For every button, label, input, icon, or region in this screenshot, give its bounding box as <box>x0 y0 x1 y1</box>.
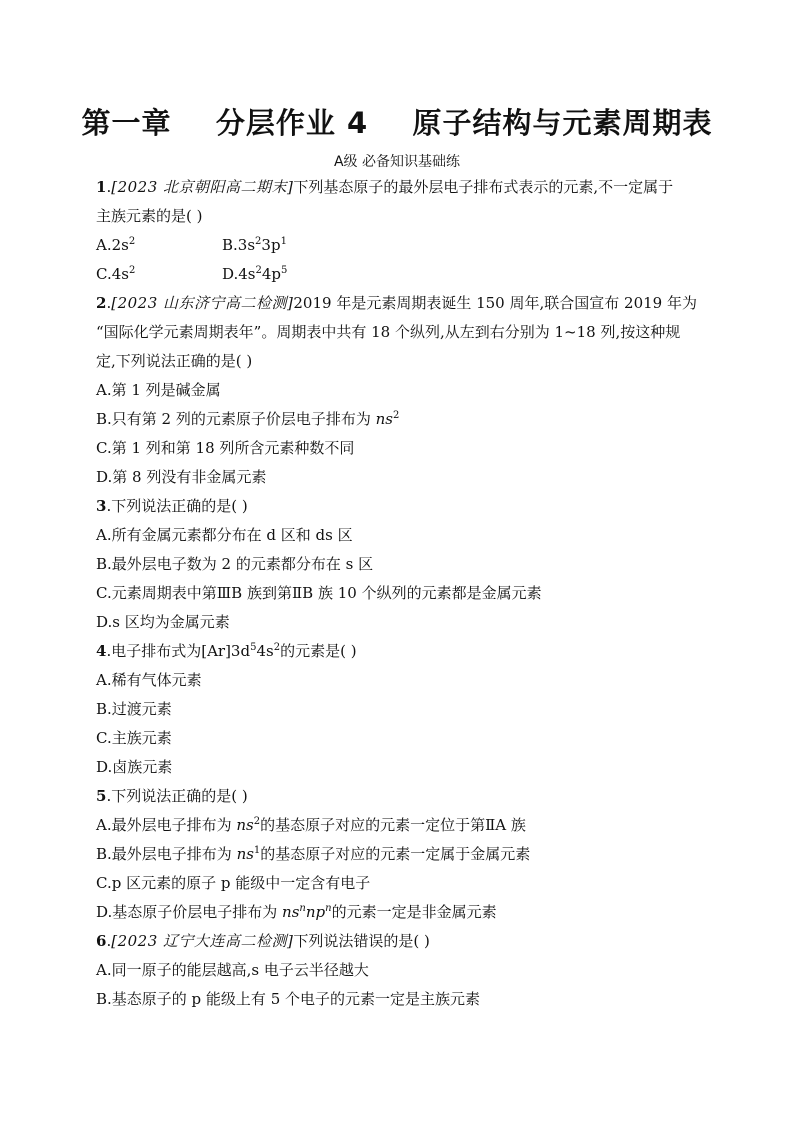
question-1-source: [2023 北京朝阳高二期末] <box>111 178 294 196</box>
question-4-number: 4 <box>96 642 107 660</box>
question-3-option-d: D.s 区均为金属元素 <box>96 613 230 631</box>
question-1-line-2: 主族元素的是( ) <box>96 207 203 225</box>
question-1-options-ab <box>96 231 706 260</box>
question-2-option-b: B.只有第 2 列的元素原子价层电子排布为 $ns^2$ <box>96 410 400 428</box>
question-2-line-1: 2.[2023 山东济宁高二检测]2019 年是元素周期表诞生 150 周年,联合国宣布 2019 年为 <box>96 294 697 312</box>
question-1-line-1: 1.[2023 北京朝阳高二期末]下列基态原子的最外层电子排布式表示的元素,不一定属于 <box>96 178 674 196</box>
question-1-options-cd <box>96 260 706 289</box>
question-3-option-a: A.所有金属元素都分布在 d 区和 ds 区 <box>96 526 353 544</box>
question-6-option-b: B.基态原子的 p 能级上有 5 个电子的元素一定是主族元素 <box>96 990 481 1008</box>
question-5-text: 下列说法正确的是( ) <box>111 787 248 805</box>
question-6-option-a: A.同一原子的能层越高,s 电子云半径越大 <box>96 961 369 979</box>
question-3-option-b: B.最外层电子数为 2 的元素都分布在 s 区 <box>96 555 374 573</box>
question-1-option-d: $D.4s^24p^5$ <box>222 265 288 283</box>
question-4-option-a: A.稀有气体元素 <box>96 671 202 689</box>
question-5-number: 5 <box>96 787 107 805</box>
question-5-option-c: C.p 区元素的原子 p 能级中一定含有电子 <box>96 874 371 892</box>
question-2-option-a: A.第 1 列是碱金属 <box>96 381 221 399</box>
question-4-line-1: 4.电子排布式为$[Ar]3d^54s^2$的元素是( ) <box>96 642 357 660</box>
question-2-number: 2 <box>96 294 107 312</box>
question-2-option-d: D.第 8 列没有非金属元素 <box>96 468 267 486</box>
question-3-line-1: 3.下列说法正确的是( ) <box>96 497 248 515</box>
question-2-source: [2023 山东济宁高二检测] <box>111 294 294 312</box>
question-5-line-1: 5.下列说法正确的是( ) <box>96 787 248 805</box>
question-2-option-c: C.第 1 列和第 18 列所含元素种数不同 <box>96 439 355 457</box>
question-5-option-b: B.最外层电子排布为 $ns^1$的基态原子对应的元素一定属于金属元素 <box>96 845 531 863</box>
question-4-option-d: D.卤族元素 <box>96 758 173 776</box>
question-1-text: 下列基态原子的最外层电子排布式表示的元素,不一定属于 <box>293 178 674 196</box>
question-2-line-2: “国际化学元素周期表年”。周期表中共有 18 个纵列,从左到右分别为 1~18 列,按这种规 <box>96 323 681 341</box>
question-4-option-c: C.主族元素 <box>96 729 172 747</box>
question-1-option-a: $A.2s^2$ <box>96 236 136 254</box>
question-1-option-c: $C.4s^2$ <box>96 265 136 283</box>
question-1-option-b: $B.3s^23p^1$ <box>222 236 287 254</box>
question-6-text: 下列说法错误的是( ) <box>293 932 430 950</box>
question-6-source: [2023 辽宁大连高二检测] <box>111 932 294 950</box>
question-1-number: 1 <box>96 178 107 196</box>
question-2-line-3: 定,下列说法正确的是( ) <box>96 352 253 370</box>
question-list <box>96 173 706 1014</box>
question-6-number: 6 <box>96 932 107 950</box>
question-2-text: 2019 年是元素周期表诞生 150 周年,联合国宣布 2019 年为 <box>293 294 697 312</box>
question-3-option-c: C.元素周期表中第ⅢB 族到第ⅡB 族 10 个纵列的元素都是金属元素 <box>96 584 542 602</box>
question-3-number: 3 <box>96 497 107 515</box>
question-5-option-a: A.最外层电子排布为 $ns^2$的基态原子对应的元素一定位于第ⅡA 族 <box>96 816 526 834</box>
question-6-line-1: 6.[2023 辽宁大连高二检测]下列说法错误的是( ) <box>96 932 430 950</box>
chapter-title: 第一章 分层作业 4 原子结构与元素周期表 <box>81 106 713 140</box>
section-subtitle: A级 必备知识基础练 <box>333 154 461 170</box>
question-5-option-d: D.基态原子价层电子排布为 $ns^nnp^n$的元素一定是非金属元素 <box>96 903 497 921</box>
question-3-text: 下列说法正确的是( ) <box>111 497 248 515</box>
question-4-option-b: B.过渡元素 <box>96 700 172 718</box>
